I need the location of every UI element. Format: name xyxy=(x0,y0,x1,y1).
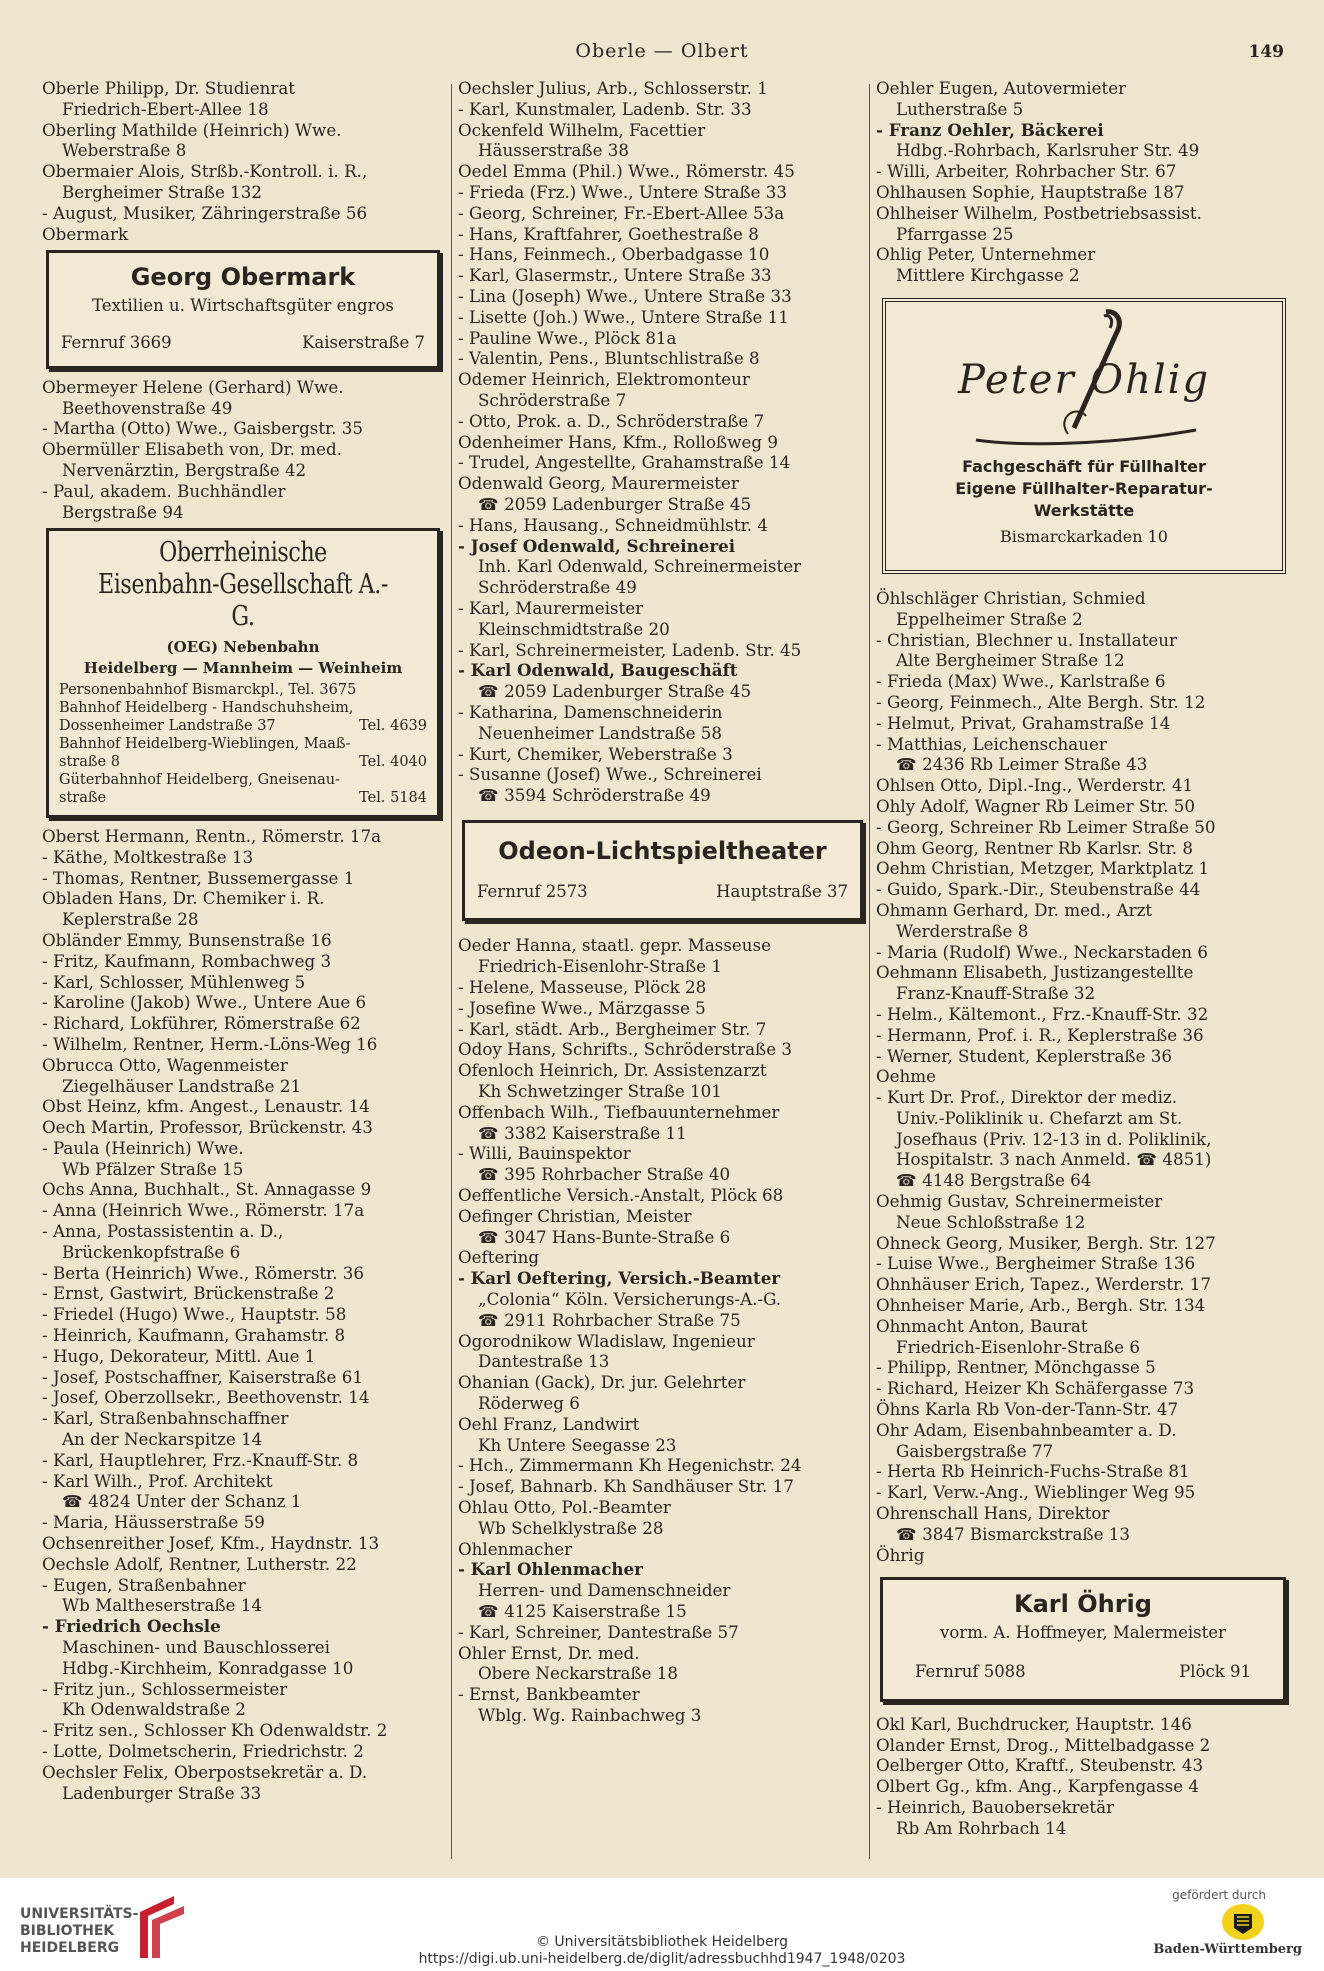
directory-entry: Oberle Philipp, Dr. Studienrat xyxy=(42,78,295,98)
directory-entry: ☎ 4125 Kaiserstraße 15 xyxy=(478,1600,687,1621)
directory-entry: Olander Ernst, Drog., Mittelbadgasse 2 xyxy=(876,1734,1211,1755)
directory-entry: - Karl Wilh., Prof. Architekt xyxy=(42,1470,273,1491)
directory-entry: - Guido, Spark.-Dir., Steubenstraße 44 xyxy=(876,879,1201,900)
directory-entry: Obladen Hans, Dr. Chemiker i. R. xyxy=(42,888,325,909)
entry-list xyxy=(876,1714,1286,1839)
directory-entry: Pfarrgasse 25 xyxy=(896,223,1014,244)
directory-entry: - Helene, Masseuse, Plöck 28 xyxy=(458,977,707,998)
footer xyxy=(0,1878,1324,1971)
directory-entry: - Karl, Straßenbahnschaffner xyxy=(42,1408,289,1429)
directory-entry: - Hermann, Prof. i. R., Keplerstraße 36 xyxy=(876,1024,1204,1045)
directory-entry: - Kurt Dr. Prof., Direktor der mediz. xyxy=(876,1087,1178,1108)
directory-entry: Ohmann Gerhard, Dr. med., Arzt xyxy=(876,899,1153,920)
ad-line: Dossenheimer Landstraße 37 xyxy=(59,717,276,734)
directory-entry: - Philipp, Rentner, Mönchgasse 5 xyxy=(876,1357,1156,1378)
directory-entry: ☎ 2436 Rb Leimer Straße 43 xyxy=(896,754,1148,775)
directory-entry: - Karl, Schlosser, Mühlenweg 5 xyxy=(42,971,306,992)
directory-entry: ☎ 395 Rohrbacher Straße 40 xyxy=(478,1164,731,1185)
directory-entry: - Paul, akadem. Buchhändler xyxy=(42,480,286,501)
copyright: © Universitätsbibliothek Heidelberg xyxy=(535,1934,788,1950)
directory-entry: - Thomas, Rentner, Bussemergasse 1 xyxy=(42,867,355,888)
column-3 xyxy=(876,78,1286,1839)
directory-entry: - Richard, Lokführer, Römerstraße 62 xyxy=(42,1013,361,1034)
baden-wuerttemberg-emblem-icon xyxy=(1220,1902,1266,1942)
directory-entry: Mittlere Kirchgasse 2 xyxy=(896,265,1080,286)
directory-entry: - Helmut, Privat, Grahamstraße 14 xyxy=(876,712,1171,733)
ad-title: Karl Öhrig xyxy=(1014,1590,1152,1619)
directory-entry: Schröderstraße 49 xyxy=(478,577,637,598)
directory-entry: Herren- und Damenschneider xyxy=(478,1580,731,1601)
directory-entry: Offenbach Wilh., Tiefbauunternehmer xyxy=(458,1101,780,1122)
directory-entry: Oehme xyxy=(876,1066,937,1087)
directory-entry: Ohlau Otto, Pol.-Beamter xyxy=(458,1497,671,1517)
entry-list xyxy=(876,588,1286,1565)
directory-entry: Neuenheimer Landstraße 58 xyxy=(478,722,723,743)
directory-entry: - Kurt, Chemiker, Weberstraße 3 xyxy=(458,743,733,764)
directory-entry: - Heinrich, Bauobersekretär xyxy=(876,1797,1115,1817)
directory-entry: Ohm Georg, Rentner Rb Karlsr. Str. 8 xyxy=(876,837,1193,858)
directory-entry: - Wilhelm, Rentner, Herm.-Löns-Weg 16 xyxy=(42,1033,378,1054)
ad-line: Eigene Füllhalter-Reparatur- xyxy=(955,478,1213,498)
directory-entry: Wb Schelklystraße 28 xyxy=(478,1517,664,1538)
directory-entry: Keplerstraße 28 xyxy=(62,909,199,930)
directory-entry: Maschinen- und Bauschlosserei xyxy=(62,1637,331,1658)
ad-title: Georg Obermark xyxy=(130,263,356,292)
library-name-line: UNIVERSITÄTS- xyxy=(20,1906,139,1922)
directory-entry: Ohr Adam, Eisenbahnbeamter a. D. xyxy=(876,1419,1177,1440)
column-1 xyxy=(42,78,440,1803)
ad-phone: Tel. 5184 xyxy=(359,789,427,806)
directory-entry: ☎ 4824 Unter der Schanz 1 xyxy=(62,1491,302,1512)
directory-entry: Ochsenreither Josef, Kfm., Haydnstr. 13 xyxy=(42,1533,380,1554)
directory-entry: Öhrig xyxy=(876,1544,925,1565)
directory-entry: Okl Karl, Buchdrucker, Hauptstr. 146 xyxy=(876,1713,1192,1734)
directory-entry: Ochs Anna, Buchhalt., St. Annagasse 9 xyxy=(42,1179,372,1200)
column-2 xyxy=(458,78,863,1726)
ad-subtitle: Textilien u. Wirtschaftsgüter engros xyxy=(92,296,394,316)
directory-entry: Ohler Ernst, Dr. med. xyxy=(458,1642,640,1663)
ad-phone: Fernruf 5088 xyxy=(915,1662,1026,1682)
directory-entry: - Friedrich Oechsle xyxy=(42,1616,221,1637)
directory-entry: - Lina (Joseph) Wwe., Untere Straße 33 xyxy=(458,285,792,306)
directory-entry: - Käthe, Moltkestraße 13 xyxy=(42,846,254,867)
directory-entry: Gaisbergstraße 77 xyxy=(896,1440,1054,1461)
directory-entry: Oehmig Gustav, Schreinermeister xyxy=(876,1191,1163,1212)
directory-entry: Hospitalstr. 3 nach Anmeld. ☎ 4851) xyxy=(896,1149,1212,1170)
directory-entry: - Susanne (Josef) Wwe., Schreinerei xyxy=(458,764,762,785)
signature-text: Peter Ohlig xyxy=(957,356,1211,403)
directory-entry: Ohlhausen Sophie, Hauptstraße 187 xyxy=(876,181,1185,202)
directory-entry: Beethovenstraße 49 xyxy=(62,397,233,418)
library-name-line: HEIDELBERG xyxy=(20,1940,120,1956)
directory-entry: Werderstraße 8 xyxy=(896,920,1029,941)
directory-entry: Hdbg.-Kirchheim, Konradgasse 10 xyxy=(62,1657,354,1678)
directory-entry: Oberling Mathilde (Heinrich) Wwe. xyxy=(42,119,342,140)
directory-entry: - Pauline Wwe., Plöck 81a xyxy=(458,327,677,348)
directory-entry: - Karl Odenwald, Baugeschäft xyxy=(458,660,738,681)
directory-entry: - Hans, Kraftfahrer, Goethestraße 8 xyxy=(458,223,759,244)
ad-address: Plöck 91 xyxy=(1179,1662,1251,1682)
directory-entry: - Karoline (Jakob) Wwe., Untere Aue 6 xyxy=(42,992,367,1013)
directory-entry: Odemer Heinrich, Elektromonteur xyxy=(458,369,750,390)
directory-entry: - Friedel (Hugo) Wwe., Hauptstr. 58 xyxy=(42,1304,347,1325)
directory-entry: Oech Martin, Professor, Brückenstr. 43 xyxy=(42,1117,373,1138)
directory-entry: - Maria, Häusserstraße 59 xyxy=(42,1512,265,1533)
directory-entry: Brückenkopfstraße 6 xyxy=(62,1241,241,1262)
directory-entry: Lutherstraße 5 xyxy=(896,98,1024,119)
directory-entry: Oehl Franz, Landwirt xyxy=(458,1413,640,1434)
directory-entry: Obst Heinz, kfm. Angest., Lenaustr. 14 xyxy=(42,1096,370,1117)
directory-entry: ☎ 3047 Hans-Bunte-Straße 6 xyxy=(478,1226,731,1247)
directory-entry: - Hugo, Dekorateur, Mittl. Aue 1 xyxy=(42,1345,316,1366)
directory-entry: Oehm Christian, Metzger, Marktplatz 1 xyxy=(876,858,1210,879)
directory-entry: Bergheimer Straße 132 xyxy=(62,181,262,202)
directory-entry: Obermaier Alois, Strßb.-Kontroll. i. R., xyxy=(42,161,368,182)
directory-entry: - Eugen, Straßenbahner xyxy=(42,1574,246,1595)
ad-phone: Fernruf 3669 xyxy=(61,332,172,352)
directory-entry: - Karl, städt. Arb., Bergheimer Str. 7 xyxy=(458,1018,767,1039)
directory-entry: - Ernst, Gastwirt, Brückenstraße 2 xyxy=(42,1283,335,1304)
directory-entry: Hdbg.-Rohrbach, Karlsruher Str. 49 xyxy=(896,140,1200,161)
directory-entry: Odenheimer Hans, Kfm., Rolloßweg 9 xyxy=(458,431,778,452)
ad-subtitle: (OEG) Nebenbahn xyxy=(166,638,320,657)
directory-entry: - Anna, Postassistentin a. D., xyxy=(42,1221,284,1242)
directory-entry: - Karl, Schreinermeister, Ladenb. Str. 45 xyxy=(458,639,802,660)
directory-entry: Ohneck Georg, Musiker, Bergh. Str. 127 xyxy=(876,1232,1216,1253)
directory-entry: Kh Schwetzinger Straße 101 xyxy=(478,1081,722,1102)
directory-entry: Oechsler Felix, Oberpostsekretär a. D. xyxy=(42,1761,368,1782)
ad-oeg xyxy=(46,528,440,818)
directory-entry: Bergstraße 94 xyxy=(62,501,184,522)
directory-entry: Friedrich-Ebert-Allee 18 xyxy=(62,98,269,119)
directory-entry: - Karl, Maurermeister xyxy=(458,597,644,618)
directory-entry: - Martha (Otto) Wwe., Gaisbergstr. 35 xyxy=(42,418,364,439)
page-header-title: Oberle — Olbert xyxy=(575,40,749,62)
directory-entry: Ohrenschall Hans, Direktor xyxy=(876,1503,1110,1524)
directory-entry: - Franz Oehler, Bäckerei xyxy=(876,119,1104,140)
directory-entry: Kh Odenwaldstraße 2 xyxy=(62,1699,246,1720)
directory-entry: Ockenfeld Wilhelm, Facettier xyxy=(458,119,706,140)
directory-entry: - Christian, Blechner u. Installateur xyxy=(876,629,1178,650)
ad-line: straße xyxy=(59,789,107,806)
directory-entry: Ofenloch Heinrich, Dr. Assistenzarzt xyxy=(458,1060,767,1081)
directory-entry: - Otto, Prok. a. D., Schröderstraße 7 xyxy=(458,410,765,431)
directory-entry: Oefinger Christian, Meister xyxy=(458,1205,692,1226)
library-name-line: BIBLIOTHEK xyxy=(20,1923,115,1939)
ad-odeon xyxy=(462,820,863,922)
directory-entry: Obländer Emmy, Bunsenstraße 16 xyxy=(42,929,332,950)
directory-entry: - Paula (Heinrich) Wwe. xyxy=(42,1137,244,1158)
directory-entry: Obermark xyxy=(42,223,129,244)
directory-entry: Olbert Gg., kfm. Ang., Karpfengasse 4 xyxy=(876,1776,1200,1797)
directory-entry: - Frieda (Max) Wwe., Karlstraße 6 xyxy=(876,671,1166,692)
directory-entry: - Karl Oeftering, Versich.-Beamter xyxy=(458,1268,781,1289)
directory-entry: Ohlsen Otto, Dipl.-Ing., Werderstr. 41 xyxy=(876,775,1194,796)
directory-entry: - Hch., Zimmermann Kh Hegenichstr. 24 xyxy=(458,1455,802,1476)
directory-entry: Oechsle Adolf, Rentner, Lutherstr. 22 xyxy=(42,1553,357,1574)
directory-entry: - Hans, Hausang., Schneidmühlstr. 4 xyxy=(458,514,768,535)
directory-entry: Oeffentliche Versich.-Anstalt, Plöck 68 xyxy=(458,1185,784,1206)
directory-entry: Obere Neckarstraße 18 xyxy=(478,1663,679,1684)
directory-entry: Ohnmacht Anton, Baurat xyxy=(876,1315,1088,1336)
directory-entry: - Herta Rb Heinrich-Fuchs-Straße 81 xyxy=(876,1461,1190,1482)
directory-entry: Wb Maltheserstraße 14 xyxy=(62,1595,263,1616)
directory-entry: - Frieda (Frz.) Wwe., Untere Straße 33 xyxy=(458,181,788,202)
ad-georg-obermark xyxy=(46,250,440,368)
directory-entry: - Hans, Feinmech., Oberbadgasse 10 xyxy=(458,244,770,265)
directory-entry: - Willi, Arbeiter, Rohrbacher Str. 67 xyxy=(876,161,1177,182)
directory-entry: „Colonia“ Köln. Versicherungs-A.-G. xyxy=(478,1289,782,1310)
directory-entry: Ohanian (Gack), Dr. jur. Gelehrter xyxy=(458,1372,746,1393)
page-number: 149 xyxy=(1248,42,1284,62)
column-divider xyxy=(869,84,870,1859)
directory-entry: - Josef, Oberzollsekr., Beethovenstr. 14 xyxy=(42,1387,370,1408)
directory-entry: Dantestraße 13 xyxy=(478,1351,610,1372)
ad-line: Werkstätte xyxy=(1033,500,1135,520)
directory-entry: - Ernst, Bankbeamter xyxy=(458,1684,640,1705)
directory-entry: - Katharina, Damenschneiderin xyxy=(458,701,723,722)
directory-entry: Ohly Adolf, Wagner Rb Leimer Str. 50 xyxy=(876,795,1195,816)
directory-entry: Ohnhäuser Erich, Tapez., Werderstr. 17 xyxy=(876,1274,1212,1295)
directory-entry: - Georg, Schreiner Rb Leimer Straße 50 xyxy=(876,816,1216,837)
directory-entry: Wb Pfälzer Straße 15 xyxy=(62,1158,244,1179)
directory-entry: Oelberger Otto, Kraftf., Steubenstr. 43 xyxy=(876,1755,1204,1776)
directory-entry: - Berta (Heinrich) Wwe., Römerstr. 36 xyxy=(42,1262,365,1283)
entry-list xyxy=(42,826,440,1803)
directory-entry: - Karl, Schreiner, Dantestraße 57 xyxy=(458,1621,739,1642)
directory-entry: - Fritz jun., Schlossermeister xyxy=(42,1678,288,1699)
directory-entry: Eppelheimer Straße 2 xyxy=(896,608,1083,629)
ad-title-line1: Oberrheinische xyxy=(159,537,327,569)
directory-entry: Rb Am Rohrbach 14 xyxy=(896,1817,1067,1838)
ad-line: Fachgeschäft für Füllhalter xyxy=(962,456,1206,476)
directory-entry: - Luise Wwe., Bergheimer Straße 136 xyxy=(876,1253,1196,1274)
directory-entry: - Willi, Bauinspektor xyxy=(458,1143,631,1164)
directory-entry: - Georg, Feinmech., Alte Bergh. Str. 12 xyxy=(876,691,1206,712)
directory-entry: Nervenärztin, Bergstraße 42 xyxy=(62,459,307,480)
entry-list xyxy=(876,78,1286,286)
directory-entry: - Helm., Kältemont., Frz.-Knauff-Str. 32 xyxy=(876,1003,1209,1024)
directory-entry: - Valentin, Pens., Bluntschlistraße 8 xyxy=(458,348,760,369)
ad-line: Güterbahnhof Heidelberg, Gneisenau- xyxy=(59,771,340,788)
directory-entry: Ohlenmacher xyxy=(458,1538,573,1559)
directory-entry: Ziegelhäuser Landstraße 21 xyxy=(62,1075,302,1096)
directory-entry: Ogorodnikow Wladislaw, Ingenieur xyxy=(458,1330,755,1351)
ad-title-line2: Eisenbahn-Gesellschaft A.-G. xyxy=(98,569,388,633)
directory-entry: ☎ 3847 Bismarckstraße 13 xyxy=(896,1523,1130,1544)
directory-entry: Friedrich-Eisenlohr-Straße 6 xyxy=(896,1336,1140,1357)
directory-entry: Friedrich-Eisenlohr-Straße 1 xyxy=(478,956,722,977)
directory-entry: Odenwald Georg, Maurermeister xyxy=(458,473,739,494)
directory-entry: Oehmann Elisabeth, Justizangestellte xyxy=(876,962,1194,983)
directory-entry: - Heinrich, Kaufmann, Grahamstr. 8 xyxy=(42,1325,346,1346)
entry-list xyxy=(458,78,863,806)
directory-entry: ☎ 4148 Bergstraße 64 xyxy=(896,1170,1092,1191)
directory-entry: Ohlheiser Wilhelm, Postbetriebsassist. xyxy=(876,202,1202,223)
directory-entry: - Fritz sen., Schlosser Kh Odenwaldstr. 2 xyxy=(42,1720,388,1741)
directory-entry: Obrucca Otto, Wagenmeister xyxy=(42,1054,288,1075)
directory-entry: Schröderstraße 7 xyxy=(478,389,627,410)
directory-entry: - Trudel, Angestellte, Grahamstraße 14 xyxy=(458,452,791,473)
directory-entry: - Karl, Glasermstr., Untere Straße 33 xyxy=(458,265,772,286)
directory-entry: Oeder Hanna, staatl. gepr. Masseuse xyxy=(458,935,771,956)
directory-entry: - Josef, Postschaffner, Kaiserstraße 61 xyxy=(42,1366,363,1387)
permalink[interactable]: https://digi.ub.uni-heidelberg.de/diglit/adressbuchhd1947_1948/0203 xyxy=(418,1951,906,1967)
directory-entry: Neue Schloßstraße 12 xyxy=(896,1211,1086,1232)
directory-entry: Franz-Knauff-Straße 32 xyxy=(896,983,1096,1004)
ad-line: straße 8 xyxy=(59,753,120,770)
directory-entry: - Josefine Wwe., Märzgasse 5 xyxy=(458,997,706,1018)
entry-list xyxy=(458,935,863,1725)
ad-address: Bismarckarkaden 10 xyxy=(1000,526,1168,546)
column-divider xyxy=(451,84,452,1859)
directory-entry: Oechsler Julius, Arb., Schlosserstr. 1 xyxy=(458,78,768,98)
ad-subtitle: vorm. A. Hoffmeyer, Malermeister xyxy=(940,1623,1226,1643)
directory-entry: Oehler Eugen, Autovermieter xyxy=(876,78,1127,98)
ad-line: Bahnhof Heidelberg - Handschuhsheim, xyxy=(59,699,354,716)
ad-cities: Heidelberg — Mannheim — Weinheim xyxy=(83,659,403,678)
ad-address: Kaiserstraße 7 xyxy=(302,332,425,352)
directory-entry: - Georg, Schreiner, Fr.-Ebert-Allee 53a xyxy=(458,202,785,223)
entry-list xyxy=(42,78,440,244)
directory-entry: Kleinschmidtstraße 20 xyxy=(478,618,670,639)
directory-entry: - Josef, Bahnarb. Kh Sandhäuser Str. 17 xyxy=(458,1476,794,1497)
directory-entry: - Lotte, Dolmetscherin, Friedrichstr. 2 xyxy=(42,1741,364,1761)
ad-phone: Tel. 4639 xyxy=(359,717,427,734)
directory-entry: Josefhaus (Priv. 12-13 in d. Poliklinik, xyxy=(896,1128,1212,1149)
directory-entry: Oberst Hermann, Rentn., Römerstr. 17a xyxy=(42,825,382,846)
directory-entry: Öhns Karla Rb Von-der-Tann-Str. 47 xyxy=(876,1399,1179,1420)
directory-entry: ☎ 2059 Ladenburger Straße 45 xyxy=(478,493,752,514)
directory-entry: Ohlig Peter, Unternehmer xyxy=(876,244,1096,265)
directory-entry: - Fritz, Kaufmann, Rombachweg 3 xyxy=(42,950,332,971)
directory-entry: ☎ 3382 Kaiserstraße 11 xyxy=(478,1122,687,1143)
directory-entry: - Matthias, Leichenschauer xyxy=(876,733,1107,754)
directory-entry: - Lisette (Joh.) Wwe., Untere Straße 11 xyxy=(458,306,789,327)
directory-entry: Wblg. Wg. Rainbachweg 3 xyxy=(478,1704,702,1725)
directory-entry: Röderweg 6 xyxy=(478,1393,580,1414)
directory-entry: ☎ 2911 Rohrbacher Straße 75 xyxy=(478,1309,741,1330)
directory-entry: - Anna (Heinrich Wwe., Römerstr. 17a xyxy=(42,1200,365,1221)
ad-peter-ohlig xyxy=(882,298,1286,574)
directory-entry: - Karl, Hauptlehrer, Frz.-Knauff-Str. 8 xyxy=(42,1449,359,1470)
directory-entry: An der Neckarspitze 14 xyxy=(62,1429,263,1450)
directory-entry: Ladenburger Straße 33 xyxy=(62,1782,262,1803)
directory-entry: Oedel Emma (Phil.) Wwe., Römerstr. 45 xyxy=(458,161,795,182)
entry-list xyxy=(42,377,440,523)
directory-entry: - Josef Odenwald, Schreinerei xyxy=(458,535,736,556)
ad-title: Odeon-Lichtspieltheater xyxy=(498,836,827,865)
directory-entry: - Karl Ohlenmacher xyxy=(458,1559,643,1580)
ad-phone: Tel. 4040 xyxy=(359,753,427,770)
funder-name: Baden-Württemberg xyxy=(1153,1942,1302,1957)
directory-entry: - Karl, Kunstmaler, Ladenb. Str. 33 xyxy=(458,98,752,119)
directory-entry: - Maria (Rudolf) Wwe., Neckarstaden 6 xyxy=(876,941,1208,962)
directory-entry: Weberstraße 8 xyxy=(62,140,187,161)
directory-entry: Ohnheiser Marie, Arb., Bergh. Str. 134 xyxy=(876,1295,1206,1316)
directory-entry: Univ.-Poliklinik u. Chefarzt am St. xyxy=(896,1107,1183,1128)
directory-entry: - Werner, Student, Keplerstraße 36 xyxy=(876,1045,1172,1066)
directory-entry: - August, Musiker, Zähringerstraße 56 xyxy=(42,202,368,223)
directory-entry: Oeftering xyxy=(458,1247,540,1268)
directory-entry: Obermüller Elisabeth von, Dr. med. xyxy=(42,439,342,460)
directory-entry: ☎ 2059 Ladenburger Straße 45 xyxy=(478,681,752,702)
ad-karl-oehrig xyxy=(880,1577,1286,1701)
ad-line: Bahnhof Heidelberg-Wieblingen, Maaß- xyxy=(59,735,351,752)
ad-phone: Fernruf 2573 xyxy=(477,881,588,901)
ad-line: Personenbahnhof Bismarckpl., Tel. 3675 xyxy=(59,681,357,698)
directory-entry: Obermeyer Helene (Gerhard) Wwe. xyxy=(42,376,344,397)
directory-entry: Häusserstraße 38 xyxy=(478,140,629,161)
directory-entry: Kh Untere Seegasse 23 xyxy=(478,1434,677,1455)
directory-entry: - Richard, Heizer Kh Schäfergasse 73 xyxy=(876,1378,1195,1399)
directory-entry: Öhlschläger Christian, Schmied xyxy=(876,587,1146,608)
funded-by-label: gefördert durch xyxy=(1172,1888,1266,1902)
directory-entry: - Karl, Verw.-Ang., Wieblinger Weg 95 xyxy=(876,1482,1196,1503)
ad-address: Hauptstraße 37 xyxy=(716,881,848,901)
directory-entry: ☎ 3594 Schröderstraße 49 xyxy=(478,785,711,806)
directory-entry: Inh. Karl Odenwald, Schreinermeister xyxy=(478,556,802,577)
directory-entry: Odoy Hans, Schrifts., Schröderstraße 3 xyxy=(458,1039,792,1060)
directory-entry: Alte Bergheimer Straße 12 xyxy=(896,650,1125,671)
